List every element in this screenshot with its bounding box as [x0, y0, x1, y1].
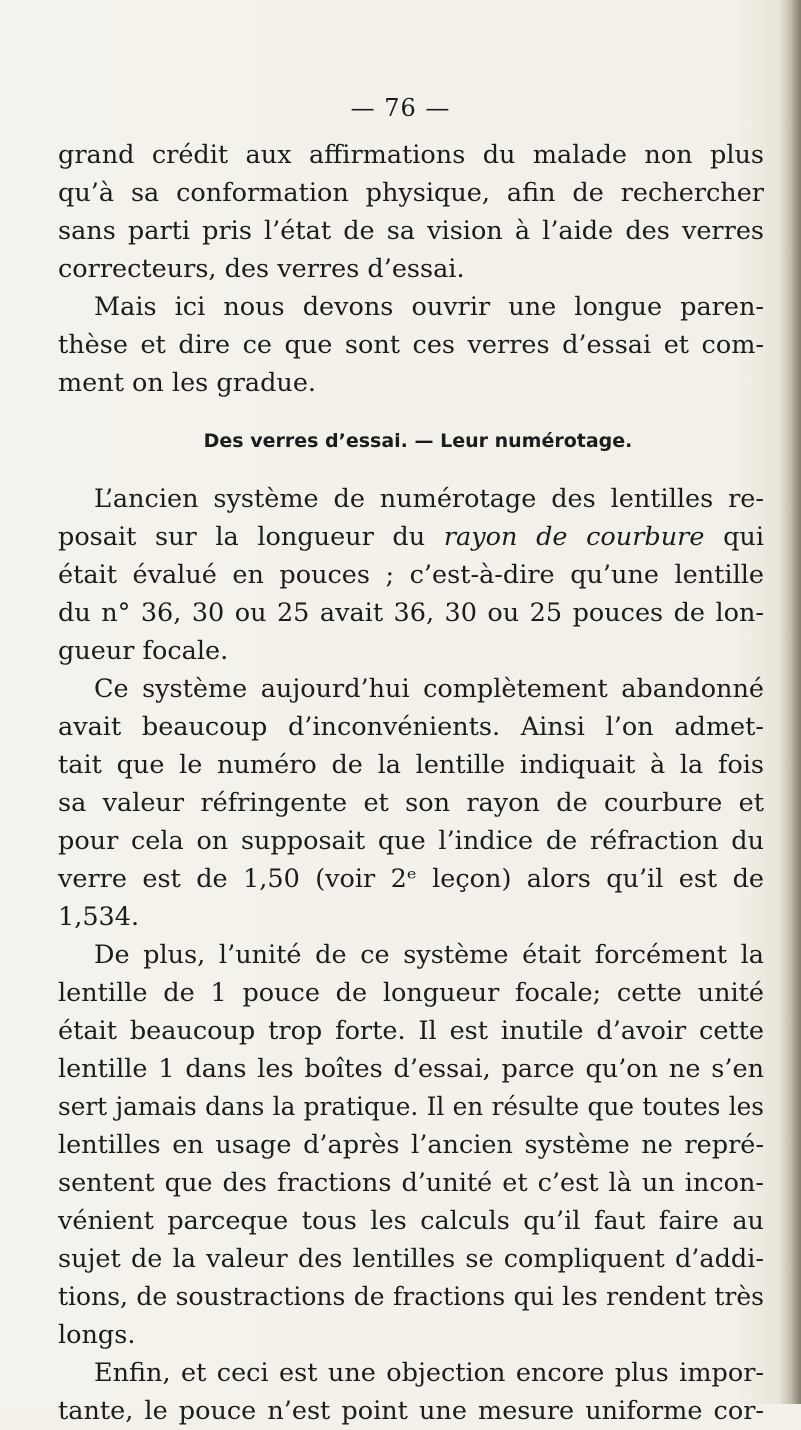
text-line: [58, 518, 764, 556]
text-line: tante, le pouce n’est point une mesure uniforme cor-: [58, 1396, 764, 1426]
text-line: lentilles en usage d’après l’ancien système ne repré-: [58, 1130, 764, 1160]
text-line: sans parti pris l’état de sa vision à l’aide des verres: [58, 216, 764, 246]
section-heading: Des verres d’essai. — Leur numérotage.: [203, 430, 633, 452]
text-line: Mais ici nous devons ouvrir une longue paren-: [94, 292, 764, 322]
text-line: vénient parceque tous les calculs qu’il faut faire au: [58, 1206, 764, 1236]
paragraph-3: [58, 480, 764, 670]
paragraph-2: [58, 288, 764, 402]
text-span: posait sur la longueur du: [58, 522, 444, 552]
text-line: pour cela on supposait que l’indice de réfraction du: [58, 826, 764, 856]
page-edge-shadow: [779, 0, 801, 1404]
paragraph-4: [58, 670, 764, 936]
text-line: sentent que des fractions d’unité et c’est là un incon-: [58, 1168, 764, 1198]
text-line: ment on les gradue.: [58, 368, 317, 398]
text-line: sa valeur réfringente et son rayon de courbure et: [58, 788, 764, 818]
italic-term: rayon de courbure: [443, 522, 705, 552]
text-line: De plus, l’unité de ce système était forcément la: [94, 940, 764, 970]
text-line: longs.: [58, 1320, 136, 1350]
text-line: tait que le numéro de la lentille indiquait à la fois: [58, 750, 764, 780]
text-line: était évalué en pouces ; c’est-à-dire qu’une lentille: [58, 560, 764, 590]
paragraph-1: [58, 136, 764, 288]
text-line: tions, de soustractions de fractions qui les rendent très: [58, 1282, 764, 1311]
text-line: verre est de 1,50 (voir 2ᵉ leçon) alors qu’il est de: [58, 864, 764, 894]
text-line: lentille 1 dans les boîtes d’essai, parce qu’on ne s’en: [58, 1054, 764, 1084]
text-line: sert jamais dans la pratique. Il en résulte que toutes les: [58, 1092, 764, 1121]
text-line: 1,534.: [58, 902, 140, 932]
text-span: qui: [704, 522, 764, 552]
text-line: sujet de la valeur des lentilles se compliquent d’addi-: [58, 1244, 764, 1274]
paragraph-6: [58, 1354, 764, 1430]
text-line: L’ancien système de numérotage des lentilles re-: [94, 484, 764, 514]
text-line: gueur focale.: [58, 636, 229, 666]
text-line: qu’à sa conformation physique, afin de rechercher: [58, 178, 764, 208]
body-text: [58, 136, 764, 1430]
text-line: Ce système aujourd’hui complètement abandonné: [94, 674, 764, 704]
paragraph-5: [58, 936, 764, 1354]
text-line: lentille de 1 pouce de longueur focale; cette unité: [58, 978, 764, 1008]
text-line: avait beaucoup d’inconvénients. Ainsi l’on admet-: [58, 712, 764, 742]
text-line: était beaucoup trop forte. Il est inutile d’avoir cette: [58, 1016, 764, 1046]
text-line: grand crédit aux affirmations du malade non plus: [58, 140, 764, 170]
text-line: du n° 36, 30 ou 25 avait 36, 30 ou 25 pouces de lon-: [58, 598, 764, 628]
text-line: correcteurs, des verres d’essai.: [58, 254, 465, 284]
text-line: Enfin, et ceci est une objection encore plus impor-: [94, 1358, 764, 1388]
text-line: thèse et dire ce que sont ces verres d’essai et com-: [58, 330, 764, 360]
page-number: — 76 —: [350, 94, 451, 122]
